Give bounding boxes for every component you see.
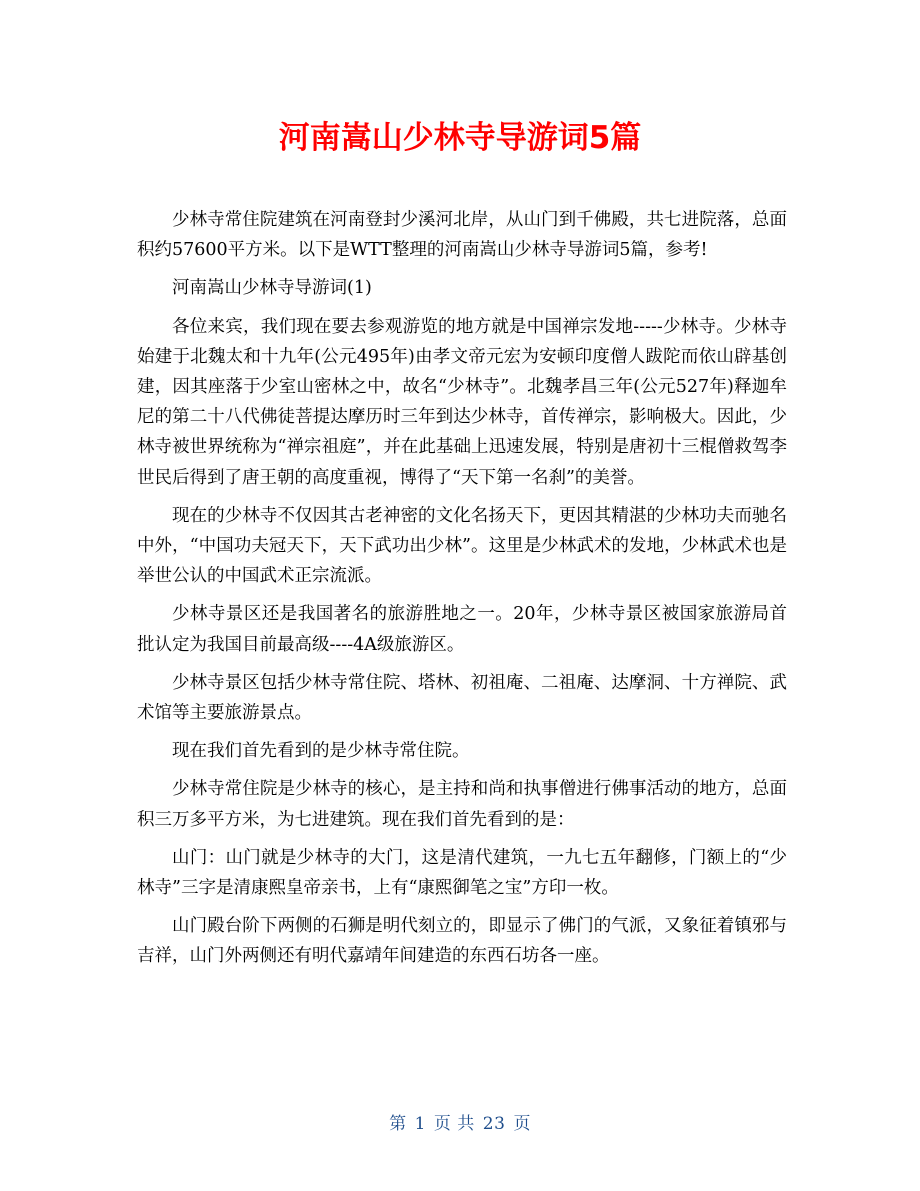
page-prefix: 第 (389, 1114, 407, 1134)
body-paragraph: 现在的少林寺不仅因其古老神密的文化名扬天下，更因其精湛的少林功夫而驰名中外，“中国功夫冠天下，天下武功出少林”。这里是少林武术的发地，少林武术也是举世公认的中国武术正宗流派。 (137, 505, 787, 587)
body-paragraph: 各位来宾，我们现在要去参观游览的地方就是中国禅宗发地-----少林寺。少林寺始建于北魏太和十九年(公元495年)由孝文帝元宏为安顿印度僧人跋陀而依山辟基创建，因其座落于少室山密林之中，故名“少林寺”。北魏孝昌三年(公元527年)释迦牟尼的第二十八代佛徒菩提达摩历时三年到达少林寺，首传禅宗，影响极大。因此，少林寺被世界统称为“禅宗祖庭”，并在此基础上迅速发展，特别是唐初十三棍僧救驾李世民后得到了唐王朝的高度重视，博得了“天下第一名刹”的美誉。 (137, 316, 787, 488)
page-footer (0, 1111, 920, 1137)
body-paragraph: 少林寺常住院是少林寺的核心，是主持和尚和执事僧进行佛事活动的地方，总面积三万多平方米，为七进建筑。现在我们首先看到的是： (137, 779, 787, 830)
body-paragraph: 现在我们首先看到的是少林寺常住院。 (172, 741, 470, 762)
document-title: 河南嵩山少林寺导游词5篇 (278, 120, 642, 156)
body-paragraph: 少林寺景区还是我国著名的旅游胜地之一。20年，少林寺景区被国家旅游局首批认定为我国目前最高级----4A级旅游区。 (137, 604, 787, 655)
page-suffix: 页 (513, 1114, 531, 1134)
document-body (137, 205, 787, 972)
page-number: 1 (414, 1114, 426, 1134)
body-paragraph: 少林寺景区包括少林寺常住院、塔林、初祖庵、二祖庵、达摩洞、十方禅院、武术馆等主要旅游景点。 (137, 672, 787, 724)
intro-paragraph: 少林寺常住院建筑在河南登封少溪河北岸，从山门到千佛殿，共七进院落，总面积约57600平方米。以下是WTT整理的河南嵩山少林寺导游词5篇，参考! (137, 210, 787, 261)
page-mid: 页 共 (433, 1114, 475, 1134)
section-heading: 河南嵩山少林寺导游词(1) (172, 278, 372, 299)
page-total: 23 (482, 1114, 506, 1134)
body-paragraph: 山门殿台阶下两侧的石狮是明代刻立的，即显示了佛门的气派，又象征着镇邪与吉祥，山门外两侧还有明代嘉靖年间建造的东西石坊各一座。 (137, 916, 787, 967)
body-paragraph: 山门：山门就是少林寺的大门，这是清代建筑，一九七五年翻修，门额上的“少林寺”三字是清康熙皇帝亲书，上有“康熙御笔之宝”方印一枚。 (137, 847, 787, 899)
